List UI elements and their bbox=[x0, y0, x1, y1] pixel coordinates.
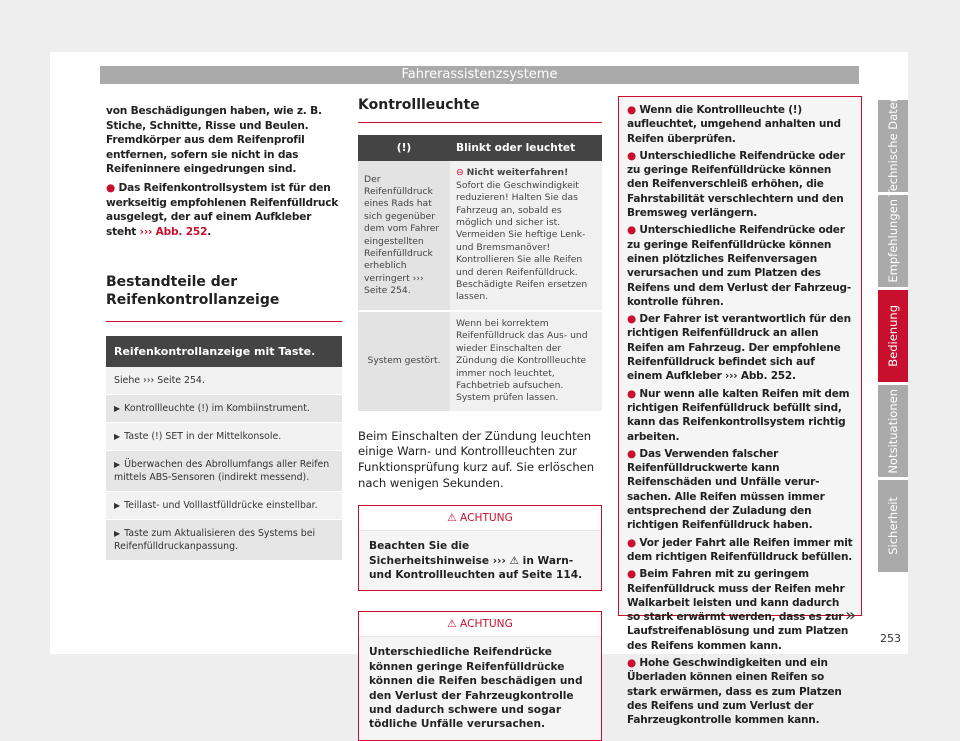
warning-text: Unterschiedliche Reifendrücke können geringe Reifenfülldrücke können die Reifen beschädigen und den Verlust der Fahrzeugkontrolle und dadurch schwere und sogar tödliche Unfälle verursachen. bbox=[359, 637, 601, 739]
table-cell: Der Reifenfülldruck eines Rads hat sich gegenüber dem vom Fahrer eingestellten Reifenfülldruck erheblich verringert ››› Seite 254. bbox=[358, 161, 450, 309]
bullet-icon: ● bbox=[627, 536, 640, 549]
bullet-text: Das Reifenkontrollsystem ist für den werkseitig empfohlenen Reifenfülldruck ausgelegt, der auf einem Aufkleber steht bbox=[106, 181, 339, 238]
stop-icon: ⊖ bbox=[456, 167, 467, 179]
column-1 bbox=[106, 104, 342, 561]
list-item: ● Unterschiedliche Reifendrücke oder zu geringe Reifenfülldrücke können einen plötzliches Reifenversagen verursachen und zum Platzen des Reifens und dem Verlust der Fahrzeugkontrolle führen. bbox=[627, 224, 852, 308]
bullet-icon: ● bbox=[627, 447, 640, 460]
page-number: 253 bbox=[880, 632, 901, 645]
intro-paragraph: von Beschädigungen haben, wie z. B. Stiche, Schnitte, Risse und Beulen. Fremdkörper aus dem Reifenprofil entfernen, sofern sie nicht in das Reifeninnere eingedrungen sind. bbox=[106, 105, 322, 176]
bullet-icon: ● bbox=[627, 387, 640, 400]
continued-marker: » bbox=[844, 605, 856, 626]
table-row: ▶ Taste (!) SET in der Mittelkonsole. bbox=[106, 423, 342, 451]
warning-icon: ⚠ bbox=[447, 512, 461, 525]
column-3 bbox=[618, 96, 862, 727]
warning-box bbox=[358, 611, 602, 740]
tab-notsituationen[interactable]: Notsituationen bbox=[878, 385, 908, 477]
figure-link[interactable]: ››› Abb. 252 bbox=[139, 225, 208, 238]
triangle-icon: ▶ bbox=[114, 501, 121, 511]
section-heading-components: Bestandteile der Reifenkontrollanzeige bbox=[106, 273, 342, 322]
table-row: Siehe ››› Seite 254. bbox=[106, 367, 342, 395]
list-item: ● Wenn die Kontrollleuchte (!) aufleuchtet, umgehend anhalten und Reifen überprüfen. bbox=[627, 104, 841, 145]
list-item: ● Das Verwenden falscher Reifenfülldruckwerte kann Reifenschäden und Unfälle verursachen. Alle Reifen müssen immer entsprechend der Zuladung den richtigen Reifenfülldruck haben. bbox=[627, 447, 825, 532]
list-item: ● Vor jeder Fahrt alle Reifen immer mit dem richtigen Reifenfülldruck befüllen. bbox=[627, 536, 853, 563]
body-paragraph: Beim Einschalten der Zündung leuchten einige Warn- und Kontrollleuchten zur Funktionsprüfung kurz auf. Sie erlöschen nach wenigen Sekunden. bbox=[358, 428, 595, 490]
bullet-icon: ● bbox=[627, 568, 640, 581]
bullet-icon: ● bbox=[627, 656, 640, 669]
chapter-tabs bbox=[878, 95, 908, 575]
bullet-icon: ● bbox=[627, 149, 640, 162]
tab-sicherheit[interactable]: Sicherheit bbox=[878, 480, 908, 572]
warning-light-table bbox=[358, 135, 602, 411]
warning-icon: ⚠ bbox=[447, 618, 461, 631]
list-item: ● Beim Fahren mit zu geringem Reifenfülldruck muss der Reifen mehr Walkarbeit leisten und kann dadurch so stark erwärmt werden, dass es zur Laufstreifenablösung und zum Platzen des Reifens kommen kann. bbox=[627, 568, 849, 652]
running-header: Fahrerassistenzsysteme bbox=[100, 66, 859, 84]
bullet-icon: ● bbox=[106, 181, 116, 194]
table-row: ▶ Überwachen des Abrollumfangs aller Reifen mittels ABS-Sensoren (indirekt messend). bbox=[106, 451, 342, 492]
bullet-icon: ● bbox=[627, 313, 640, 326]
list-item: ● Unterschiedliche Reifendrücke oder zu geringe Reifenfülldrücke können den Reifenverschleiß erhöhen, die Fahrstabilität verschlechtern und den Bremsweg verlängern. bbox=[627, 149, 845, 220]
warning-text: Beachten Sie die Sicherheitshinweise ››› ⚠ in Warn- und Kontrollleuchten auf Seite 114. bbox=[359, 531, 601, 590]
triangle-icon: ▶ bbox=[114, 432, 121, 442]
list-item: ● Nur wenn alle kalten Reifen mit dem richtigen Reifenfülldruck befüllt sind, kann das Reifenkontrollsystem richtig arbeiten. bbox=[627, 387, 850, 443]
tab-bedienung[interactable]: Bedienung bbox=[878, 290, 908, 382]
table-row: ▶ Taste zum Aktualisieren des Systems bei Reifenfülldruckanpassung. bbox=[106, 520, 342, 561]
triangle-icon: ▶ bbox=[114, 529, 121, 539]
section-heading-warning-light: Kontrollleuchte bbox=[358, 96, 602, 123]
tire-pressure-icon: (!) bbox=[358, 135, 450, 161]
bullet-icon: ● bbox=[627, 104, 640, 116]
list-item: ● Hohe Geschwindigkeiten und ein Überladen können einen Reifen so stark erwärmen, dass es zum Platzen des Reifens und zum Verlust der Fahrzeugkontrolle kommen kann. bbox=[627, 656, 842, 727]
tab-empfehlungen[interactable]: Empfehlungen bbox=[878, 195, 908, 287]
list-item: ● Der Fahrer ist verantwortlich für den richtigen Reifenfülldruck an allen Reifen am Fahrzeug. Der empfohlene Reifenfülldruck befindet sich auf einem Aufkleber ››› Abb. 252. bbox=[627, 313, 851, 383]
bullet-paragraph: ● Das Reifenkontrollsystem ist für den werkseitig empfohlenen Reifenfülldruck ausgelegt, der auf einem Aufkleber steht ››› Abb. 252. bbox=[106, 181, 339, 238]
tab-technische-daten[interactable]: Technische Daten bbox=[878, 100, 908, 192]
table-header-text: Blinkt oder leuchtet bbox=[450, 135, 602, 161]
table-cell: Wenn bei korrektem Reifenfülldruck das Aus- und wieder Einschalten der Zündung die Kontrollleuchte immer noch leuchtet, Fachbetrieb aufsuchen. System prüfen lassen. bbox=[450, 312, 602, 411]
table-row: ▶ Teillast- und Volllastfülldrücke einstellbar. bbox=[106, 492, 342, 520]
bullet-icon: ● bbox=[627, 224, 640, 237]
warning-box bbox=[358, 505, 602, 591]
triangle-icon: ▶ bbox=[114, 460, 121, 470]
column-2 bbox=[358, 96, 602, 741]
triangle-icon: ▶ bbox=[114, 404, 121, 414]
warning-title: ⚠ ACHTUNG bbox=[359, 612, 601, 637]
warning-title: ⚠ ACHTUNG bbox=[359, 506, 601, 531]
warning-continuation-box bbox=[618, 96, 862, 727]
table-row: ▶ Kontrollleuchte (!) im Kombiinstrument. bbox=[106, 395, 342, 423]
table-cell: ⊖ Nicht weiterfahren! Sofort die Geschwindigkeit reduzieren! Halten Sie das Fahrzeug an, sobald es möglich und sicher ist. Vermeiden Sie heftige Lenk- und Bremsmanöver! Kontrollieren Sie alle Reifen und deren Reifenfülldruck. Beschädigte Reifen ersetzen lassen. bbox=[450, 161, 602, 309]
table-heading: Reifenkontrollanzeige mit Taste. bbox=[106, 336, 342, 367]
table-cell: System gestört. bbox=[358, 312, 450, 411]
